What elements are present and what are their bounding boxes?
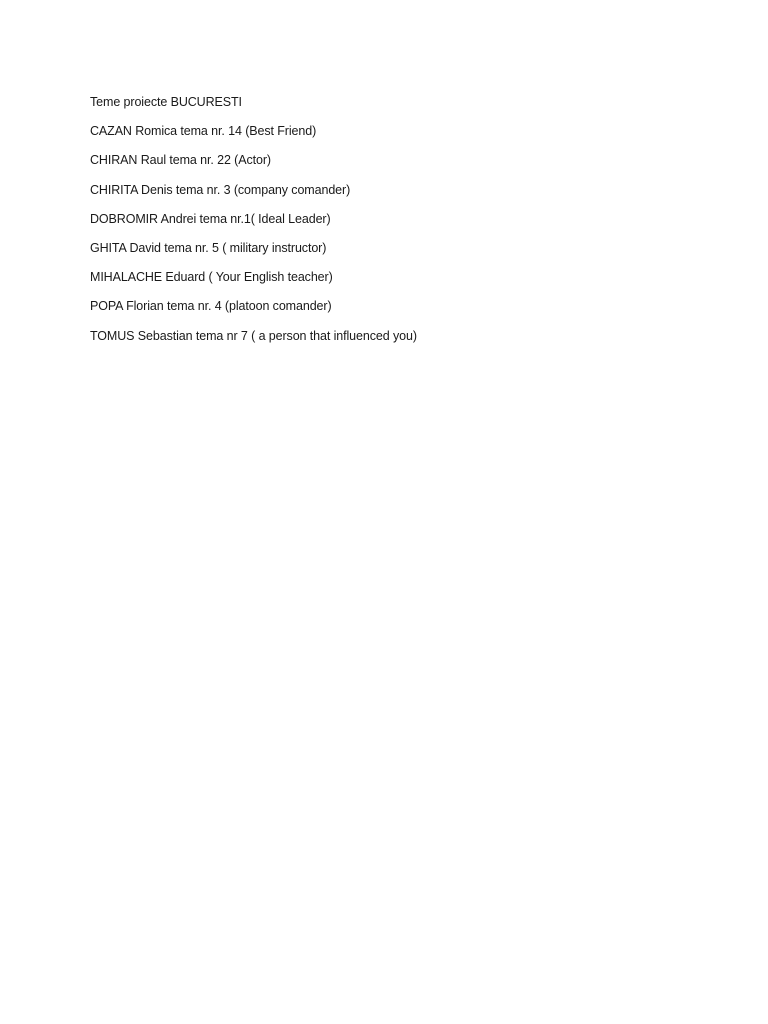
list-item: TOMUS Sebastian tema nr 7 ( a person that influenced you) <box>90 328 417 343</box>
list-item: POPA Florian tema nr. 4 (platoon comander) <box>90 299 332 314</box>
list-item: CHIRITA Denis tema nr. 3 (company comander) <box>90 182 351 197</box>
list-item: CHIRAN Raul tema nr. 22 (Actor) <box>90 153 271 168</box>
list-item: CAZAN Romica tema nr. 14 (Best Friend) <box>90 124 317 139</box>
document-content <box>90 92 710 355</box>
document-heading: Teme proiecte BUCURESTI <box>90 95 242 109</box>
list-item: DOBROMIR Andrei tema nr.1( Ideal Leader) <box>90 211 331 226</box>
list-item: GHITA David tema nr. 5 ( military instructor) <box>90 240 327 255</box>
list-item: MIHALACHE Eduard ( Your English teacher) <box>90 270 333 285</box>
